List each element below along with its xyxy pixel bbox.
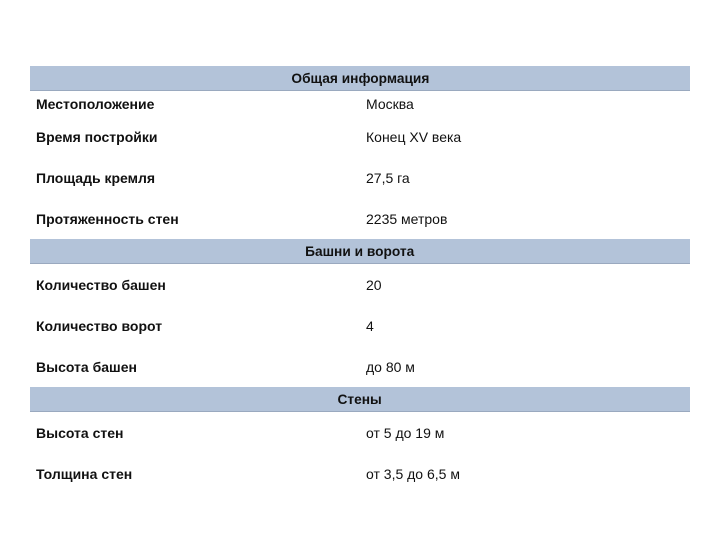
row-value: от 5 до 19 м	[366, 424, 445, 441]
section-title: Стены	[337, 391, 383, 407]
table-row	[30, 91, 690, 117]
kremlin-info-table	[30, 66, 690, 494]
table-row	[30, 453, 690, 494]
row-label: Количество ворот	[36, 317, 163, 334]
row-value: 27,5 га	[366, 169, 410, 186]
section-title: Башни и ворота	[305, 243, 415, 259]
row-label: Местоположение	[36, 95, 155, 112]
row-value: Конец XV века	[366, 128, 462, 145]
table-row	[30, 346, 690, 387]
row-value: от 3,5 до 6,5 м	[366, 465, 460, 482]
row-label: Высота башен	[36, 358, 137, 375]
section-title: Общая информация	[291, 70, 429, 86]
table-row	[30, 198, 690, 239]
row-value: 20	[366, 276, 382, 293]
section-header-walls	[30, 387, 690, 412]
row-label: Толщина стен	[36, 465, 133, 482]
row-value: 4	[366, 317, 374, 334]
table-row	[30, 412, 690, 454]
section-header-towers	[30, 239, 690, 264]
section-header-general	[30, 66, 690, 91]
row-value: Москва	[366, 95, 414, 112]
table-row	[30, 264, 690, 306]
row-value: 2235 метров	[366, 210, 448, 227]
row-value: до 80 м	[366, 358, 415, 375]
table-row	[30, 305, 690, 346]
table-row	[30, 157, 690, 198]
row-label: Протяженность стен	[36, 210, 179, 227]
row-label: Время постройки	[36, 128, 158, 145]
row-label: Высота стен	[36, 424, 124, 441]
row-label: Площадь кремля	[36, 169, 156, 186]
table-row	[30, 116, 690, 157]
row-label: Количество башен	[36, 276, 166, 293]
